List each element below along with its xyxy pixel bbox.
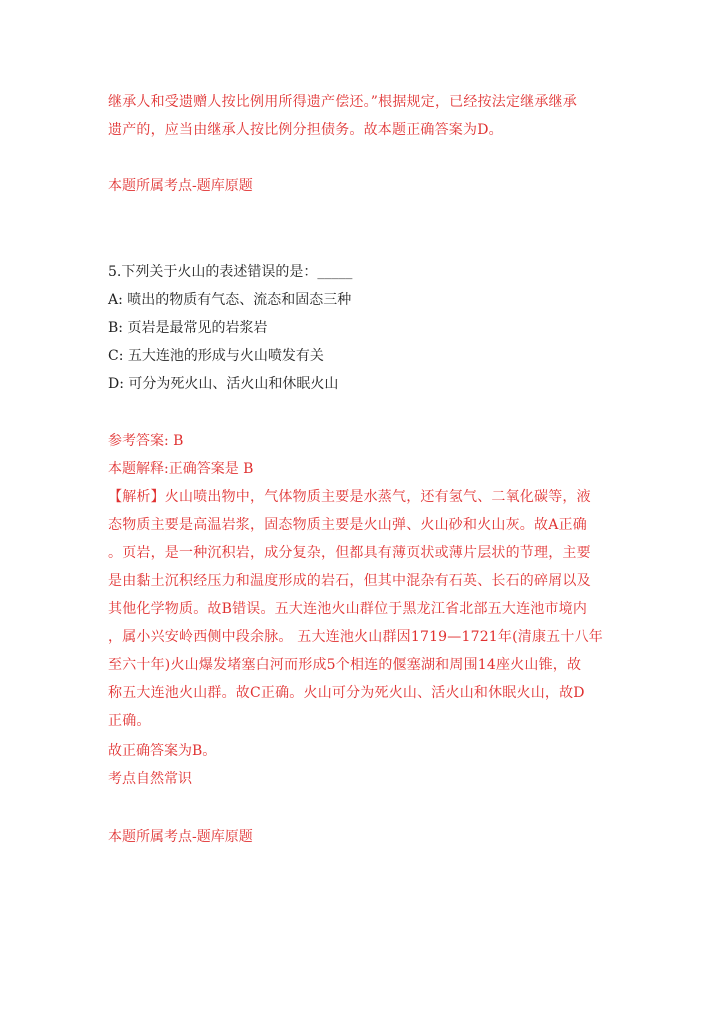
analysis-line: ，属小兴安岭西侧中段余脉。 五大连池火山群因1719—1721年(清康五十八年 bbox=[108, 629, 603, 645]
analysis-line: 正确。 bbox=[108, 713, 151, 729]
analysis-line: 态物质主要是高温岩浆，固态物质主要是火山弹、火山砂和火山灰。故A正确 bbox=[108, 517, 587, 533]
analysis-line: 是由黏土沉积经压力和温度形成的岩石，但其中混杂有石英、长石的碎屑以及 bbox=[108, 573, 591, 589]
prev-explanation-line: 遗产的，应当由继承人按比例分担债务。故本题正确答案为D。 bbox=[108, 122, 503, 138]
analysis-line: 其他化学物质。故B错误。五大连池火山群位于黑龙江省北部五大连池市境内 bbox=[108, 601, 588, 617]
analysis-line: 。页岩，是一种沉积岩，成分复杂，但都具有薄页状或薄片层状的节理，主要 bbox=[108, 545, 591, 561]
conclusion: 故正确答案为B。 bbox=[108, 743, 217, 759]
analysis-line: 称五大连池火山群。故C正确。火山可分为死火山、活火山和休眠火山，故D bbox=[108, 685, 585, 701]
question-stem: 5.下列关于火山的表述错误的是：_____ bbox=[108, 264, 353, 280]
analysis-line: 【解析】火山喷出物中，气体物质主要是水蒸气，还有氢气、二氧化碳等，液 bbox=[108, 489, 591, 505]
correct-answer: 本题解释:正确答案是 B bbox=[108, 461, 254, 477]
analysis-paragraph bbox=[108, 483, 608, 735]
option-b: B: 页岩是最常见的岩浆岩 bbox=[108, 320, 268, 336]
prev-explanation-line: 继承人和受遗赠人按比例用所得遗产偿还。”根据规定，已经按法定继承继承 bbox=[108, 94, 577, 110]
source-label: 本题所属考点-题库原题 bbox=[108, 829, 253, 845]
prev-explanation bbox=[108, 88, 608, 144]
analysis-line: 至六十年)火山爆发堵塞白河而形成5个相连的偃塞湖和周围14座火山锥，故 bbox=[108, 657, 582, 673]
option-a: A: 喷出的物质有气态、流态和固态三种 bbox=[108, 292, 352, 308]
option-d: D: 可分为死火山、活火山和休眠火山 bbox=[108, 376, 339, 392]
topic-label: 考点自然常识 bbox=[108, 771, 192, 787]
option-c: C: 五大连池的形成与火山喷发有关 bbox=[108, 348, 324, 364]
prev-source-label: 本题所属考点-题库原题 bbox=[108, 178, 253, 194]
reference-answer: 参考答案: B bbox=[108, 433, 184, 449]
